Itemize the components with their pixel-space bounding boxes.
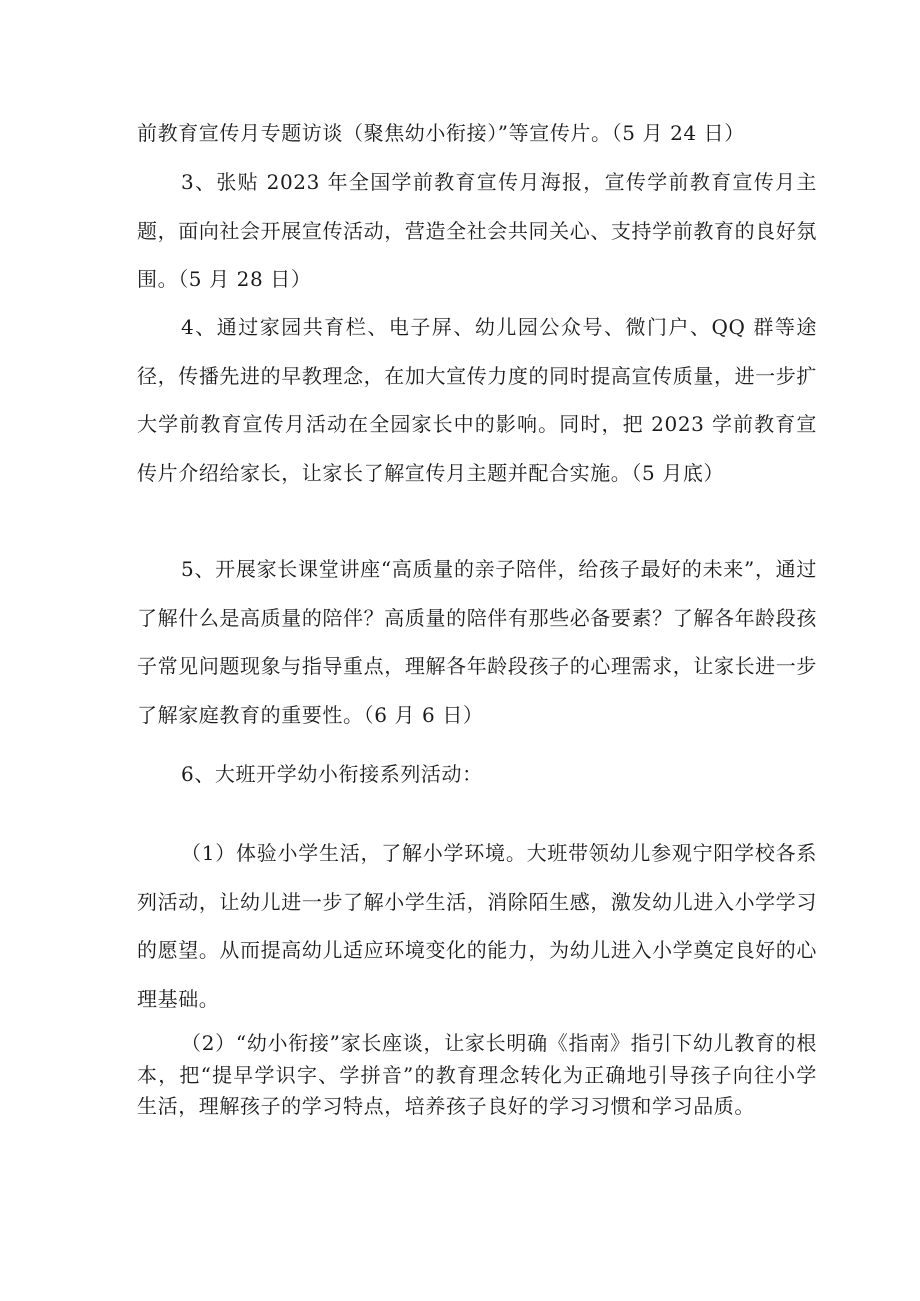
- paragraph-subitem-1: （1）体验小学生活，了解小学环境。大班带领幼儿参观宁阳学校各系列活动，让幼儿进一步了解小学生活，消除陌生感，激发幼儿进入小学学习的愿望。从而提高幼儿适应环境变化的能力，为幼儿进入小学奠定良好的心理基础。: [137, 841, 817, 1011]
- paragraph-continuation: 前教育宣传月专题访谈（聚焦幼小衔接）”等宣传片。（5 月 24 日）: [137, 121, 745, 145]
- paragraph-item-6-heading: 6、大班开学幼小衔接系列活动：: [181, 762, 483, 786]
- paragraph-item-4: 4、通过家园共育栏、电子屏、幼儿园公众号、微门户、QQ 群等途径，传播先进的早教理念，在加大宣传力度的同时提高宣传质量，进一步扩大学前教育宣传月活动在全园家长中的影响。同时，把 2023 学前教育宣传片介绍给家长，让家长了解宣传月主题并配合实施。（5 月底）: [137, 315, 817, 485]
- paragraph-item-5: 5、开展家长课堂讲座“高质量的亲子陪伴，给孩子最好的未来”，通过了解什么是高质量的陪伴？高质量的陪伴有那些必备要素？了解各年龄段孩子常见问题现象与指导重点，理解各年龄段孩子的心理需求，让家长进一步了解家庭教育的重要性。（6 月 6 日）: [137, 557, 817, 727]
- paragraph-subitem-2: （2）“幼小衔接”家长座谈，让家长明确《指南》指引下幼儿教育的根本，把“提早学识字、学拼音”的教育理念转化为正确地引导孩子向往小学生活，理解孩子的学习特点，培养孩子良好的学习习惯和学习品质。: [137, 1031, 817, 1118]
- paragraph-item-3: 3、张贴 2023 年全国学前教育宣传月海报，宣传学前教育宣传月主题，面向社会开展宣传活动，营造全社会共同关心、支持学前教育的良好氛围。（5 月 28 日）: [137, 170, 817, 291]
